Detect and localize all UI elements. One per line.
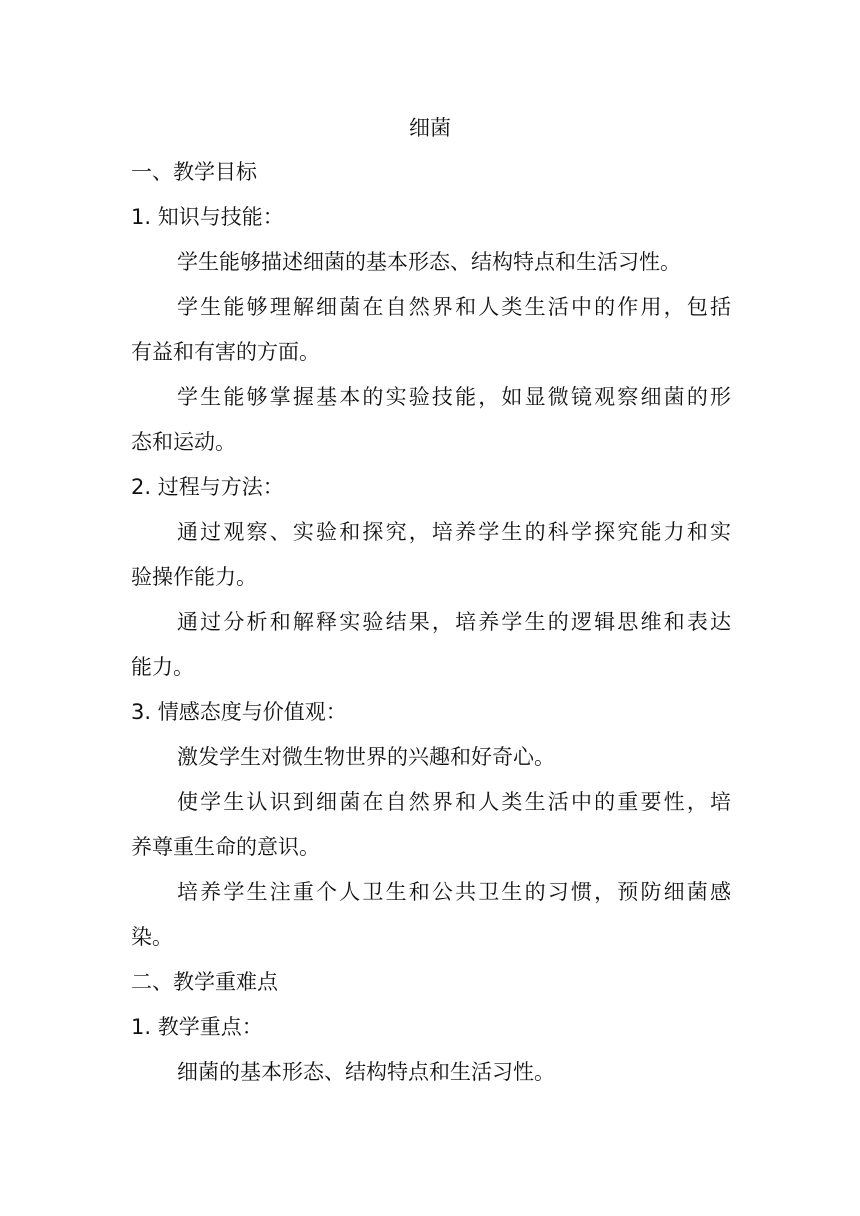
subsection-heading-teaching-focus: 1. 教学重点： (131, 1015, 263, 1039)
paragraph-line: 养尊重生命的意识。 (131, 835, 320, 859)
paragraph-line: 学生能够理解细菌在自然界和人类生活中的作用，包括 (177, 295, 731, 319)
paragraph-line: 能力。 (131, 655, 194, 679)
section-heading-teaching-goals: 一、教学目标 (131, 160, 257, 184)
paragraph-line: 通过分析和解释实验结果，培养学生的逻辑思维和表达 (177, 610, 731, 634)
paragraph-line: 学生能够描述细菌的基本形态、结构特点和生活习性。 (177, 250, 681, 274)
paragraph-line: 验操作能力。 (131, 565, 257, 589)
section-heading-key-difficulties: 二、教学重难点 (131, 970, 278, 994)
subsection-heading-process-methods: 2. 过程与方法： (131, 475, 284, 499)
paragraph-line: 培养学生注重个人卫生和公共卫生的习惯，预防细菌感 (177, 880, 731, 904)
paragraph-line: 细菌的基本形态、结构特点和生活习性。 (177, 1060, 555, 1084)
paragraph-line: 态和运动。 (131, 430, 236, 454)
paragraph-line: 激发学生对微生物世界的兴趣和好奇心。 (177, 745, 555, 769)
paragraph-line: 通过观察、实验和探究，培养学生的科学探究能力和实 (177, 520, 731, 544)
paragraph-line: 有益和有害的方面。 (131, 340, 320, 364)
subsection-heading-attitudes-values: 3. 情感态度与价值观： (131, 700, 347, 724)
paragraph-line: 学生能够掌握基本的实验技能，如显微镜观察细菌的形 (177, 385, 731, 409)
subsection-heading-knowledge-skills: 1. 知识与技能： (131, 205, 284, 229)
paragraph-line: 染。 (131, 925, 173, 949)
document-title: 细菌 (409, 116, 451, 140)
paragraph-line: 使学生认识到细菌在自然界和人类生活中的重要性，培 (177, 790, 731, 814)
